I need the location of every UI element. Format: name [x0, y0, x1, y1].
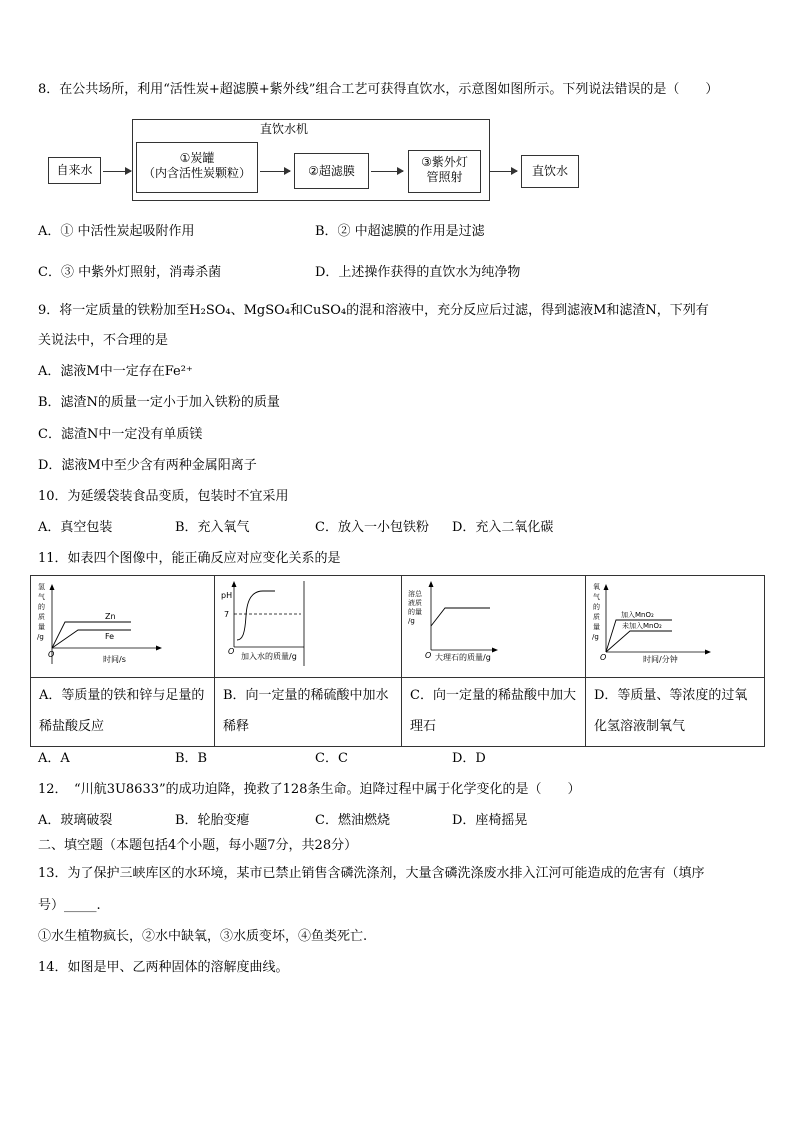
graph-cell-c [402, 576, 586, 678]
machine-title: 直饮水机 [260, 122, 309, 136]
q11-option-c: C．C [315, 751, 348, 766]
q9-option-c: C．滤渣N中一定没有单质镁 [38, 427, 203, 442]
q13-line3: ①水生植物疯长，②水中缺氧，③水质变坏，④鱼类死亡. [38, 929, 368, 944]
yc-3: 的量 [408, 608, 422, 616]
yc-1: 溶总 [408, 590, 422, 598]
desc-cell-c [402, 678, 586, 747]
ph-curve [237, 591, 275, 640]
graph-d [586, 576, 764, 673]
arrow-2 [260, 171, 290, 172]
q9-option-a: A．滤液M中一定存在Fe²⁺ [38, 364, 193, 379]
zn-label: Zn [105, 612, 116, 621]
desc-cell-a [31, 678, 215, 747]
q12-option-c: C．燃油燃烧 [315, 813, 390, 828]
input-box: 自来水 [48, 157, 101, 184]
q9-stem-line1: 9．将一定质量的铁粉加至H₂SO₄、MgSO₄和CuSO₄的混和溶液中，充分反应后过滤，得到滤液M和滤渣N，下列有 [38, 303, 709, 318]
desc-c: C．向一定量的稀盐酸中加大理石 [410, 688, 576, 734]
ya-3: 的 [38, 603, 45, 611]
yd-4: 质 [593, 613, 600, 621]
q10-option-a: A．真空包装 [38, 520, 113, 535]
q8-option-a: A．① 中活性炭起吸附作用 [38, 224, 195, 239]
q8-option-b: B．② 中超滤膜的作用是过滤 [315, 224, 485, 239]
carbon-tank-note: （内含活性炭颗粒） [142, 166, 251, 180]
arrow-3 [371, 171, 403, 172]
q8-option-c: C．③ 中紫外灯照射，消毒杀菌 [38, 265, 222, 280]
desc-cell-d [586, 678, 765, 747]
q8-stem: 8．在公共场所，利用“活性炭+超滤膜+紫外线”组合工艺可获得直饮水，示意图如图所示。下列说法错误的是（ ） [38, 82, 719, 97]
graph-cell-b [215, 576, 402, 678]
q13-line1: 13．为了保护三峡库区的水环境，某市已禁止销售含磷洗涤剂，大量含磷洗涤废水排入江河可能造成的危害有（填序 [38, 866, 705, 881]
q11-option-d: D．D [452, 751, 486, 766]
with-mno2-label: 加入MnO₂ [621, 611, 654, 619]
q12-stem: 12． “川航3U8633”的成功迫降，挽救了128条生命。迫降过程中属于化学变化的是（ ） [38, 782, 581, 797]
uv-lamp-box [408, 150, 481, 193]
desc-a: A．等质量的铁和锌与足量的稀盐酸反应 [39, 688, 205, 734]
arrow-4 [489, 171, 517, 172]
yd-5: 量 [593, 623, 600, 631]
yd-1: 氧 [593, 583, 600, 591]
q11-graph-table [30, 575, 765, 747]
without-mno2-label: 未加入MnO₂ [622, 622, 662, 630]
desc-cell-b [215, 678, 402, 747]
origin-d: O [600, 653, 607, 662]
fe-label: Fe [105, 632, 115, 641]
q11-option-b: B．B [175, 751, 208, 766]
ya-5: 量 [38, 623, 45, 631]
graph-a [31, 576, 214, 673]
ya-6: /g [37, 633, 44, 641]
origin-b: O [228, 647, 235, 656]
q10-option-b: B．充入氧气 [175, 520, 250, 535]
desc-b: B．向一定量的稀硫酸中加水稀释 [223, 688, 389, 734]
origin-a: O [48, 650, 55, 659]
ya-4: 质 [38, 613, 45, 621]
yc-4: /g [408, 617, 415, 625]
uv-lamp-label: ③紫外灯 [421, 155, 468, 169]
carbon-tank-box [136, 142, 258, 193]
fe-line [52, 630, 131, 648]
yd-2: 气 [593, 593, 600, 601]
xlabel-b: 加入水的质量/g [241, 652, 297, 661]
q12-option-a: A．玻璃破裂 [38, 813, 113, 828]
arrow-1 [103, 171, 131, 172]
xlabel-c: 大理石的质量/g [435, 653, 491, 662]
ya-2: 气 [38, 593, 45, 601]
ph-label: pH [221, 591, 233, 600]
graph-cell-a [31, 576, 215, 678]
ultrafilter-box: ②超滤膜 [294, 153, 369, 189]
graph-cell-d [586, 576, 765, 678]
q9-option-b: B．滤渣N的质量一定小于加入铁粉的质量 [38, 395, 280, 410]
graph-b [215, 576, 401, 673]
q10-option-c: C．放入一小包铁粉 [315, 520, 429, 535]
carbon-tank-label: ①炭罐 [179, 151, 215, 165]
without-mno2-line [606, 631, 672, 652]
q9-option-d: D．滤液M中至少含有两种金属阳离子 [38, 458, 257, 473]
q13-line2: 号）_____. [38, 898, 101, 913]
xlabel-a: 时间/s [103, 655, 126, 664]
yc-2: 液质 [408, 599, 422, 607]
q12-option-d: D．座椅摇晃 [452, 813, 528, 828]
q8-option-d: D．上述操作获得的直饮水为纯净物 [315, 265, 521, 280]
q10-stem: 10．为延缓袋装食品变质，包装时不宜采用 [38, 489, 289, 504]
output-box: 直饮水 [521, 155, 579, 188]
q11-option-a: A．A [38, 751, 70, 766]
origin-c: O [425, 651, 432, 660]
q14-stem: 14．如图是甲、乙两种固体的溶解度曲线。 [38, 960, 289, 975]
uv-lamp-note: 管照射 [426, 170, 463, 184]
q10-option-d: D．充入二氧化碳 [452, 520, 554, 535]
q12-option-b: B．轮胎变瘪 [175, 813, 250, 828]
ph-tick-7: 7 [224, 610, 230, 619]
zn-line [52, 622, 131, 648]
solution-mass-line [431, 608, 490, 626]
section-2-heading: 二、填空题（本题包括4个小题，每小题7分，共28分） [38, 838, 358, 853]
q11-stem: 11．如表四个图像中，能正确反应对应变化关系的是 [38, 551, 341, 566]
ya-1: 氢 [38, 583, 45, 591]
desc-d: D．等质量、等浓度的过氧化氢溶液制氧气 [594, 688, 748, 734]
q9-stem-line2: 关说法中，不合理的是 [38, 333, 169, 348]
graph-c [402, 576, 585, 673]
yd-6: /g [592, 633, 599, 641]
xlabel-d: 时间/分钟 [643, 655, 678, 664]
yd-3: 的 [593, 603, 600, 611]
